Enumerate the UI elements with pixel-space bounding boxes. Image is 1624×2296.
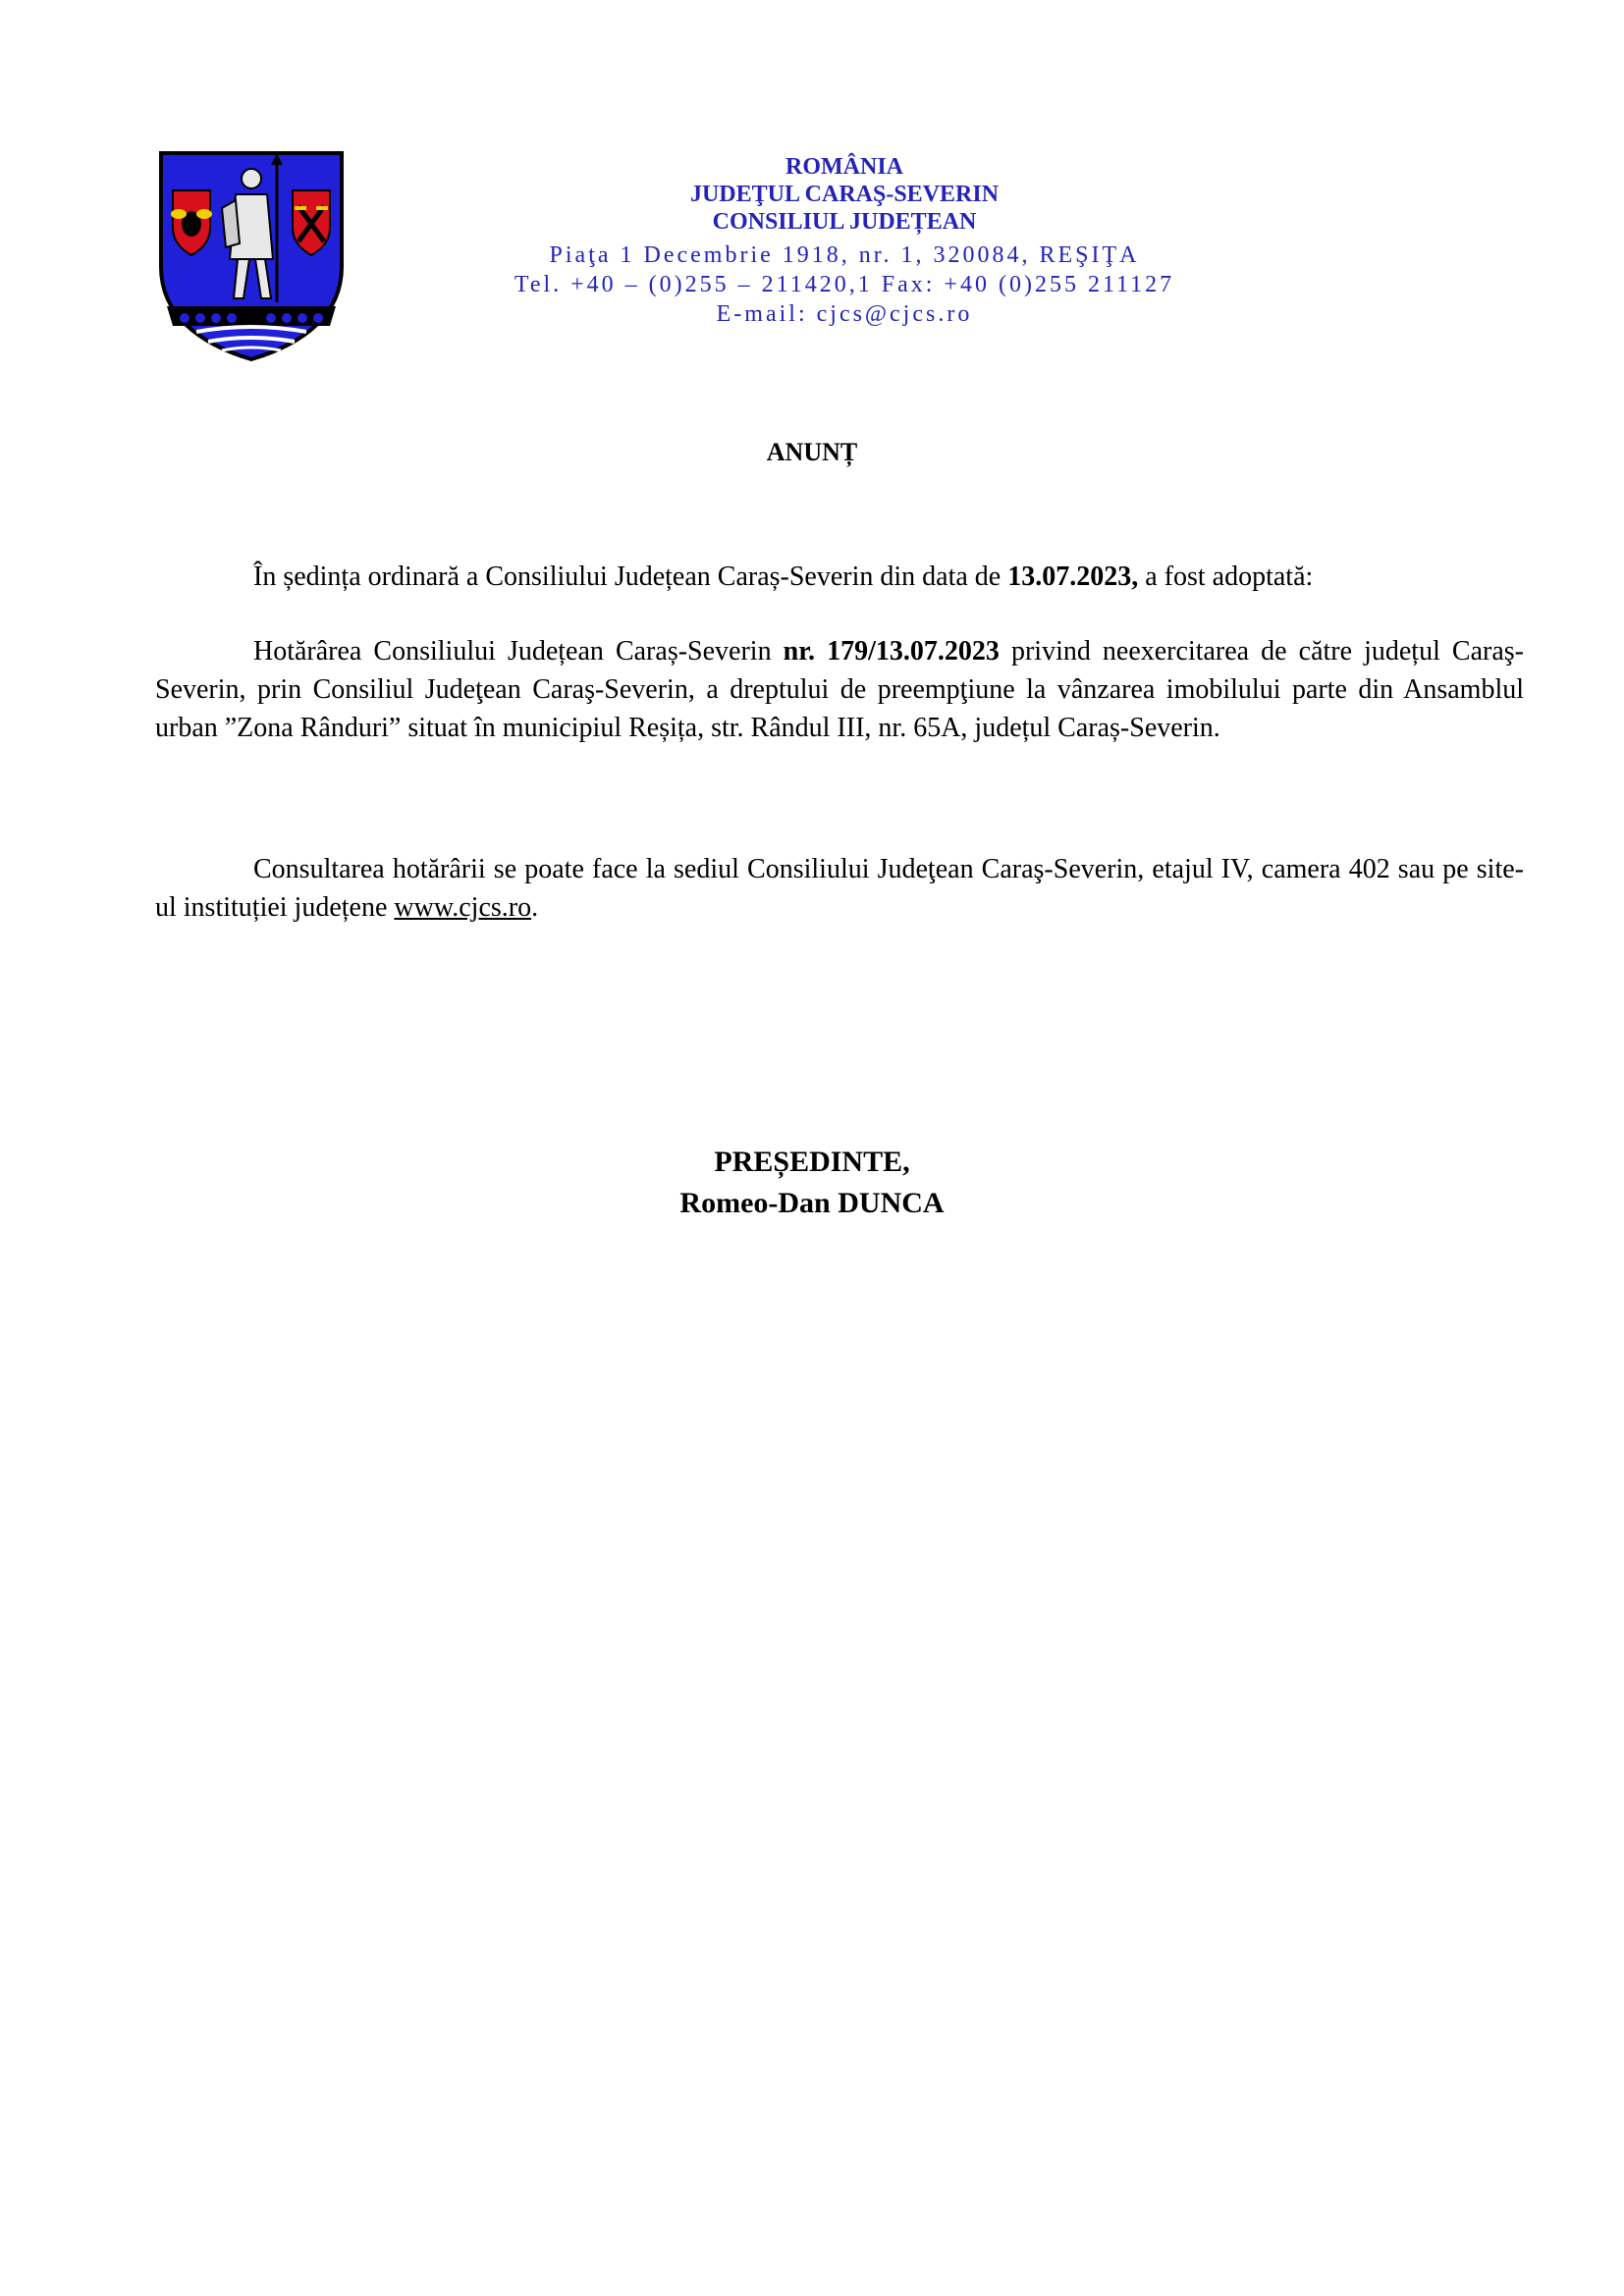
signature-role: PREȘEDINTE, bbox=[714, 1146, 910, 1178]
decision-number: nr. 179/13.07.2023 bbox=[783, 636, 1000, 667]
consultation-text: Consultarea hotărârii se poate face la sediul Consiliului Judeţean Caraş-Severin, etajul IV, camera 402 sau pe site-ul instituției județene bbox=[155, 854, 1524, 923]
decision-paragraph bbox=[155, 632, 1524, 747]
intro-text: În ședința ordinară a Consiliului Județean Caraș-Severin din data de bbox=[253, 561, 1008, 592]
session-date: 13.07.2023, bbox=[1007, 561, 1139, 592]
intro-paragraph bbox=[155, 558, 1524, 596]
website-link[interactable]: www.cjcs.ro bbox=[394, 892, 532, 923]
header-council: CONSILIUL JUDEȚEAN bbox=[712, 209, 977, 235]
consultation-end: . bbox=[531, 892, 539, 923]
header-county: JUDEŢUL CARAŞ-SEVERIN bbox=[689, 182, 1000, 207]
decision-end: privind neexercitarea de către județul Caraş-Severin, prin Consiliul Judeţean Caraş-Severin, a dreptului de preempţiune la vânzarea imobilului parte din Ansamblul urban ”Zona Rânduri” situat în municipiul Reșița, str. Rândul III, nr. 65A, județul Caraș-Severin. bbox=[155, 636, 1524, 743]
document-title: ANUNȚ bbox=[766, 438, 858, 466]
header-address: Piaţa 1 Decembrie 1918, nr. 1, 320084, REŞIŢA bbox=[549, 242, 1140, 268]
header-country: ROMÂNIA bbox=[785, 154, 903, 180]
signature-name: Romeo-Dan DUNCA bbox=[679, 1187, 945, 1219]
intro-end: a fost adoptată: bbox=[1138, 561, 1314, 592]
decision-start: Hotărârea Consiliului Județean Caraș-Severin bbox=[253, 636, 784, 667]
header-email: E-mail: cjcs@cjcs.ro bbox=[716, 301, 973, 327]
consultation-paragraph bbox=[155, 850, 1524, 927]
coat-of-arms-icon bbox=[157, 149, 346, 363]
header-phone-fax: Tel. +40 – (0)255 – 211420,1 Fax: +40 (0)255 211127 bbox=[514, 272, 1175, 297]
